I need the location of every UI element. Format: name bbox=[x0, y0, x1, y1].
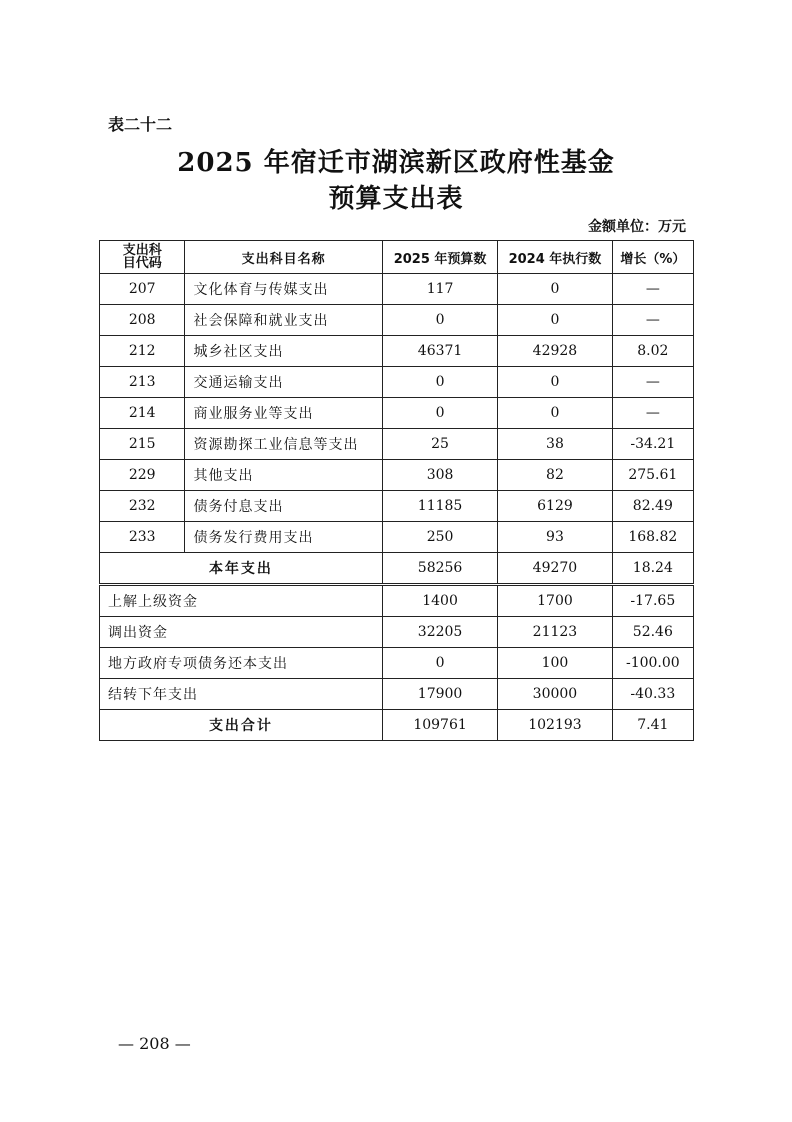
row-actual-2024: 82 bbox=[498, 460, 612, 491]
row-budget-2025: 0 bbox=[382, 398, 497, 429]
header-code-line2: 目代码 bbox=[122, 256, 162, 271]
row-name: 社会保障和就业支出 bbox=[185, 305, 382, 336]
page-title: 2025 年宿迁市湖滨新区政府性基金 bbox=[177, 148, 615, 178]
row-name: 结转下年支出 bbox=[100, 679, 383, 710]
row-actual-2024: 0 bbox=[498, 305, 612, 336]
row-code: 208 bbox=[100, 305, 185, 336]
row-name: 地方政府专项债务还本支出 bbox=[100, 648, 383, 679]
row-name: 资源勘探工业信息等支出 bbox=[185, 429, 382, 460]
table-row bbox=[100, 429, 694, 460]
page-number: — 208 — bbox=[118, 1034, 191, 1053]
row-name: 其他支出 bbox=[185, 460, 382, 491]
row-code: 207 bbox=[100, 274, 185, 305]
table-row bbox=[100, 274, 694, 305]
row-actual-2024: 0 bbox=[498, 274, 612, 305]
row-budget-2025: 0 bbox=[382, 648, 497, 679]
row-budget-2025: 25 bbox=[382, 429, 497, 460]
row-name: 交通运输支出 bbox=[185, 367, 382, 398]
table-row bbox=[100, 367, 694, 398]
row-growth: -34.21 bbox=[612, 429, 693, 460]
row-budget-2025: 308 bbox=[382, 460, 497, 491]
grand-total-actual-2024: 102193 bbox=[498, 710, 612, 741]
row-name: 债务发行费用支出 bbox=[185, 522, 382, 553]
row-actual-2024: 0 bbox=[498, 367, 612, 398]
row-growth: 82.49 bbox=[612, 491, 693, 522]
header-code-line1: 支出科 bbox=[122, 243, 162, 258]
table-header-row bbox=[100, 241, 694, 274]
row-growth: — bbox=[612, 274, 693, 305]
row-actual-2024: 100 bbox=[498, 648, 612, 679]
row-growth: — bbox=[612, 305, 693, 336]
row-growth: 275.61 bbox=[612, 460, 693, 491]
row-growth: 52.46 bbox=[612, 617, 693, 648]
row-code: 213 bbox=[100, 367, 185, 398]
row-growth: -100.00 bbox=[612, 648, 693, 679]
year-total-row bbox=[100, 553, 694, 585]
row-actual-2024: 42928 bbox=[498, 336, 612, 367]
row-budget-2025: 250 bbox=[382, 522, 497, 553]
row-actual-2024: 30000 bbox=[498, 679, 612, 710]
budget-table bbox=[99, 240, 694, 741]
row-budget-2025: 0 bbox=[382, 305, 497, 336]
row-budget-2025: 1400 bbox=[382, 585, 497, 617]
row-growth: 8.02 bbox=[612, 336, 693, 367]
row-code: 233 bbox=[100, 522, 185, 553]
header-growth: 增长（%） bbox=[612, 241, 693, 274]
row-code: 212 bbox=[100, 336, 185, 367]
grand-total-growth: 7.41 bbox=[612, 710, 693, 741]
unit-label: 金额单位：万元 bbox=[588, 219, 686, 235]
row-budget-2025: 17900 bbox=[382, 679, 497, 710]
row-growth: 168.82 bbox=[612, 522, 693, 553]
table-row bbox=[100, 398, 694, 429]
row-name: 债务付息支出 bbox=[185, 491, 382, 522]
table-row bbox=[100, 679, 694, 710]
row-growth: — bbox=[612, 398, 693, 429]
row-actual-2024: 1700 bbox=[498, 585, 612, 617]
row-name: 商业服务业等支出 bbox=[185, 398, 382, 429]
row-budget-2025: 11185 bbox=[382, 491, 497, 522]
table-row bbox=[100, 491, 694, 522]
row-budget-2025: 117 bbox=[382, 274, 497, 305]
row-actual-2024: 38 bbox=[498, 429, 612, 460]
row-code: 229 bbox=[100, 460, 185, 491]
header-budget-2025: 2025 年预算数 bbox=[382, 241, 497, 274]
row-code: 215 bbox=[100, 429, 185, 460]
row-growth: -17.65 bbox=[612, 585, 693, 617]
header-actual-2024: 2024 年执行数 bbox=[498, 241, 612, 274]
row-actual-2024: 21123 bbox=[498, 617, 612, 648]
table-row bbox=[100, 305, 694, 336]
table-row bbox=[100, 648, 694, 679]
table-label: 表二十二 bbox=[108, 115, 173, 134]
row-actual-2024: 6129 bbox=[498, 491, 612, 522]
table-row bbox=[100, 617, 694, 648]
row-name: 城乡社区支出 bbox=[185, 336, 382, 367]
grand-total-budget-2025: 109761 bbox=[382, 710, 497, 741]
row-name: 调出资金 bbox=[100, 617, 383, 648]
row-growth: -40.33 bbox=[612, 679, 693, 710]
grand-total-label: 支出合计 bbox=[100, 710, 383, 741]
grand-total-row bbox=[100, 710, 694, 741]
row-budget-2025: 32205 bbox=[382, 617, 497, 648]
header-code bbox=[100, 241, 185, 274]
row-actual-2024: 93 bbox=[498, 522, 612, 553]
row-budget-2025: 46371 bbox=[382, 336, 497, 367]
table-row bbox=[100, 585, 694, 617]
year-total-growth: 18.24 bbox=[612, 553, 693, 585]
year-total-label: 本年支出 bbox=[100, 553, 383, 585]
page-title-line2: 预算支出表 bbox=[328, 184, 464, 214]
row-code: 232 bbox=[100, 491, 185, 522]
table-row bbox=[100, 336, 694, 367]
row-growth: — bbox=[612, 367, 693, 398]
row-budget-2025: 0 bbox=[382, 367, 497, 398]
table-row bbox=[100, 460, 694, 491]
header-name: 支出科目名称 bbox=[185, 241, 382, 274]
row-name: 文化体育与传媒支出 bbox=[185, 274, 382, 305]
table-row bbox=[100, 522, 694, 553]
row-name: 上解上级资金 bbox=[100, 585, 383, 617]
row-actual-2024: 0 bbox=[498, 398, 612, 429]
year-total-actual-2024: 49270 bbox=[498, 553, 612, 585]
year-total-budget-2025: 58256 bbox=[382, 553, 497, 585]
row-code: 214 bbox=[100, 398, 185, 429]
